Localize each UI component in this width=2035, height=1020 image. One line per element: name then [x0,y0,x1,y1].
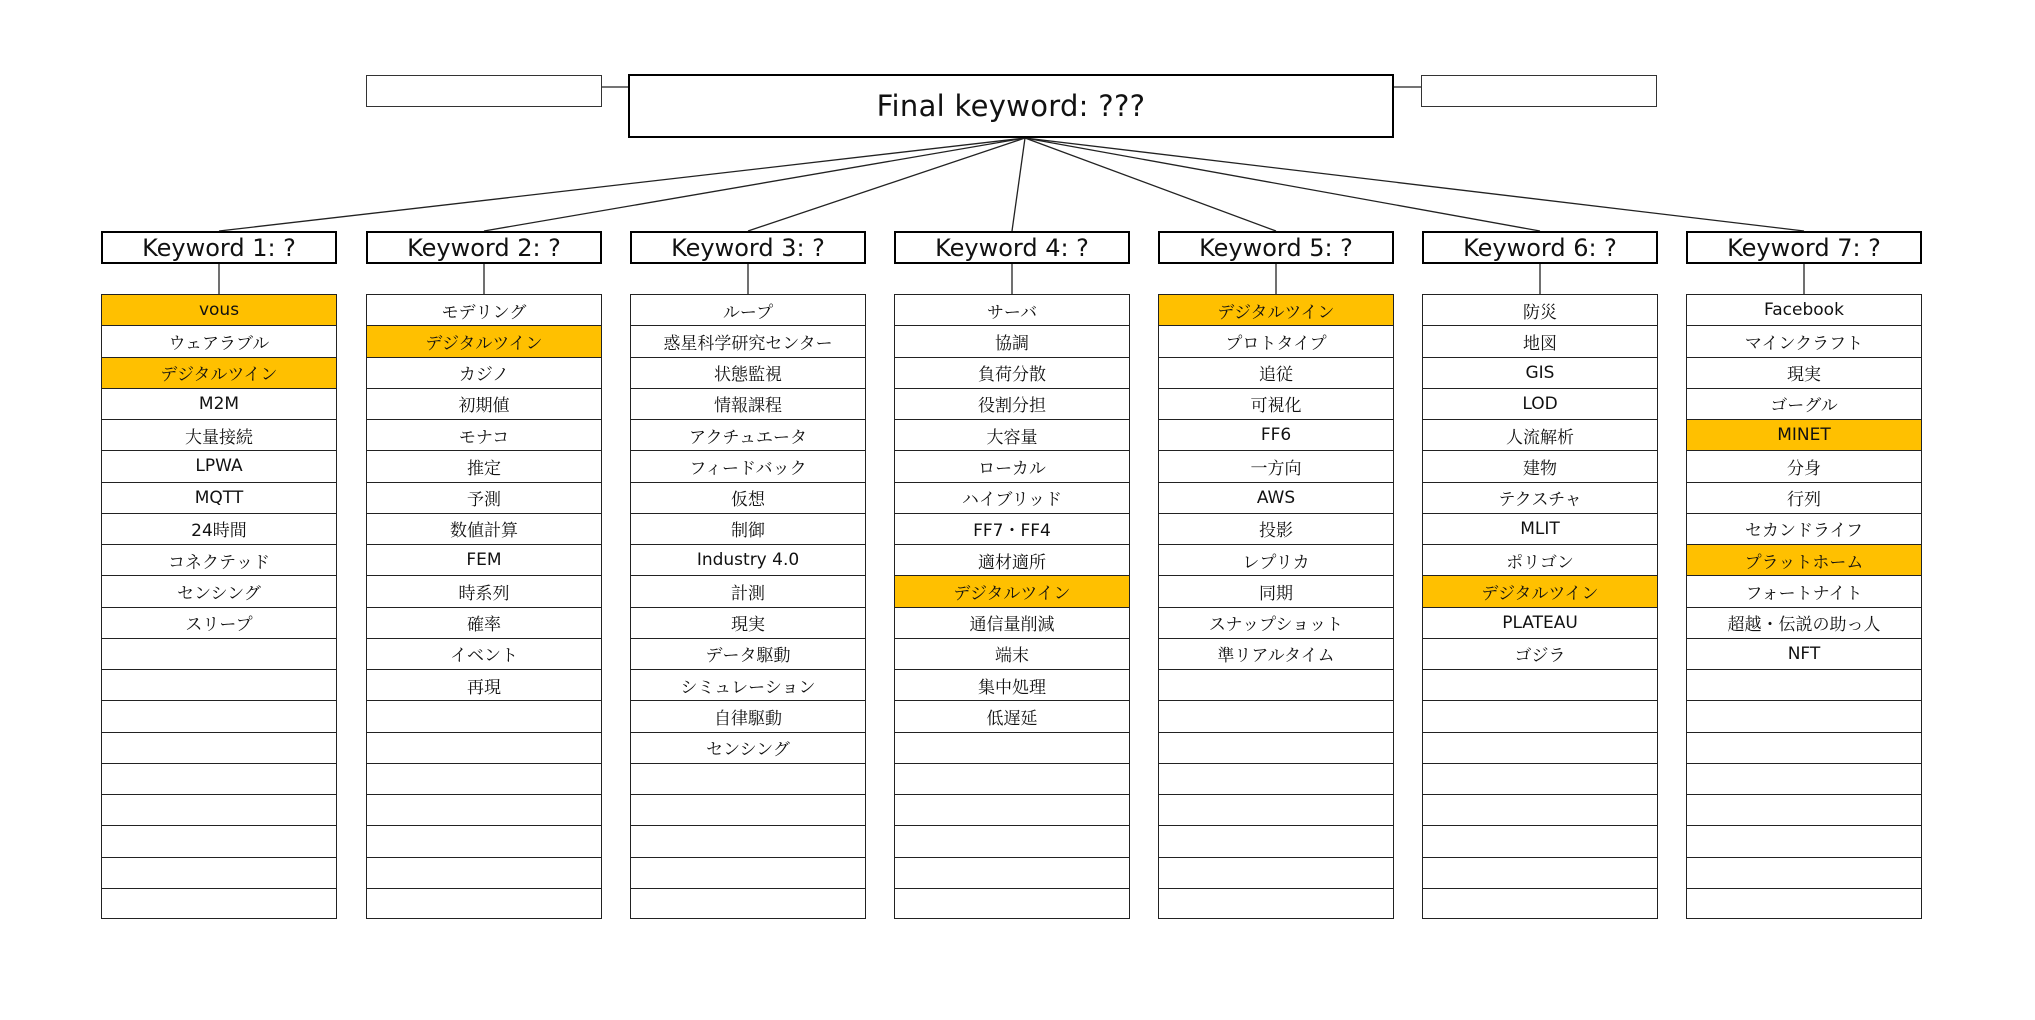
list-item: ゴーグル [1687,389,1921,420]
list-item: 超越・伝説の助っ人 [1687,608,1921,639]
keyword-3-title: Keyword 3: ? [671,233,825,262]
empty-list-item [367,764,601,795]
list-item: 地図 [1423,326,1657,357]
empty-list-item [367,889,601,920]
empty-list-item [1687,826,1921,857]
list-item: デジタルツイン [895,576,1129,607]
empty-list-item [367,858,601,889]
list-item: センシング [102,576,336,607]
empty-list-item [367,826,601,857]
list-item: 防災 [1423,295,1657,326]
list-item: 再現 [367,670,601,701]
empty-list-item [631,795,865,826]
keyword-6-header [1422,231,1658,264]
list-item: 行列 [1687,483,1921,514]
list-item: セカンドライフ [1687,514,1921,545]
list-item: デジタルツイン [367,326,601,357]
list-item: 予測 [367,483,601,514]
list-item: 端末 [895,639,1129,670]
side-box-right [1421,75,1657,107]
list-item: 自律駆動 [631,701,865,732]
list-item: 低遅延 [895,701,1129,732]
list-item: デジタルツイン [1159,295,1393,326]
empty-list-item [102,826,336,857]
keyword-6-title: Keyword 6: ? [1463,233,1617,262]
empty-list-item [1687,795,1921,826]
empty-list-item [1687,764,1921,795]
list-item: センシング [631,733,865,764]
list-item: テクスチャ [1423,483,1657,514]
empty-list-item [1423,889,1657,920]
list-item: NFT [1687,639,1921,670]
empty-list-item [895,889,1129,920]
empty-list-item [631,826,865,857]
final-keyword-box [628,74,1394,138]
keyword-3-header [630,231,866,264]
empty-list-item [1423,733,1657,764]
list-item: アクチュエータ [631,420,865,451]
empty-list-item [631,889,865,920]
list-item: 大量接続 [102,420,336,451]
keyword-1-header [101,231,337,264]
empty-list-item [1159,733,1393,764]
list-item: プロトタイプ [1159,326,1393,357]
keyword-1-title: Keyword 1: ? [142,233,296,262]
list-item: MINET [1687,420,1921,451]
list-item: 可視化 [1159,389,1393,420]
empty-list-item [1687,670,1921,701]
list-item: 現実 [631,608,865,639]
connector-line [484,138,1025,231]
list-item: 負荷分散 [895,358,1129,389]
empty-list-item [1423,670,1657,701]
list-item: 通信量削減 [895,608,1129,639]
connector-line [748,138,1025,231]
list-item: モナコ [367,420,601,451]
connector-line [219,138,1025,231]
list-item: AWS [1159,483,1393,514]
list-item: レプリカ [1159,545,1393,576]
empty-list-item [1159,858,1393,889]
keyword-2-list [366,294,602,919]
list-item: Facebook [1687,295,1921,326]
list-item: データ駆動 [631,639,865,670]
keyword-2-title: Keyword 2: ? [407,233,561,262]
empty-list-item [631,858,865,889]
list-item: シミュレーション [631,670,865,701]
list-item: サーバ [895,295,1129,326]
list-item: 役割分担 [895,389,1129,420]
empty-list-item [1687,889,1921,920]
empty-list-item [367,733,601,764]
keyword-5-title: Keyword 5: ? [1199,233,1353,262]
list-item: FEM [367,545,601,576]
list-item: 同期 [1159,576,1393,607]
empty-list-item [367,701,601,732]
list-item: MLIT [1423,514,1657,545]
list-item: スリープ [102,608,336,639]
empty-list-item [1423,701,1657,732]
list-item: イベント [367,639,601,670]
empty-list-item [1423,826,1657,857]
keyword-2-header [366,231,602,264]
empty-list-item [895,858,1129,889]
keyword-5-list [1158,294,1394,919]
list-item: FF6 [1159,420,1393,451]
list-item: 制御 [631,514,865,545]
list-item: 大容量 [895,420,1129,451]
keyword-5-header [1158,231,1394,264]
list-item: LOD [1423,389,1657,420]
list-item: 仮想 [631,483,865,514]
list-item: ポリゴン [1423,545,1657,576]
final-keyword-label: Final keyword: ??? [876,89,1146,123]
keyword-7-list [1686,294,1922,919]
empty-list-item [1159,795,1393,826]
list-item: 協調 [895,326,1129,357]
list-item: 24時間 [102,514,336,545]
list-item: 現実 [1687,358,1921,389]
list-item: vous [102,295,336,326]
empty-list-item [895,733,1129,764]
list-item: 時系列 [367,576,601,607]
keyword-1-list [101,294,337,919]
empty-list-item [631,764,865,795]
list-item: ウェアラブル [102,326,336,357]
side-box-left [366,75,602,107]
empty-list-item [895,826,1129,857]
empty-list-item [102,795,336,826]
connector-line [1025,138,1276,231]
keyword-4-list [894,294,1130,919]
list-item: 計測 [631,576,865,607]
list-item: カジノ [367,358,601,389]
empty-list-item [895,795,1129,826]
empty-list-item [102,670,336,701]
list-item: 準リアルタイム [1159,639,1393,670]
list-item: 情報課程 [631,389,865,420]
empty-list-item [1423,795,1657,826]
list-item: PLATEAU [1423,608,1657,639]
empty-list-item [1159,889,1393,920]
empty-list-item [1159,701,1393,732]
list-item: 建物 [1423,451,1657,482]
empty-list-item [1687,733,1921,764]
list-item: プラットホーム [1687,545,1921,576]
list-item: 数値計算 [367,514,601,545]
list-item: 集中処理 [895,670,1129,701]
list-item: 一方向 [1159,451,1393,482]
empty-list-item [102,889,336,920]
connector-line [1012,138,1025,231]
list-item: Industry 4.0 [631,545,865,576]
keyword-4-header [894,231,1130,264]
list-item: 状態監視 [631,358,865,389]
list-item: M2M [102,389,336,420]
list-item: デジタルツイン [1423,576,1657,607]
list-item: マインクラフト [1687,326,1921,357]
keyword-3-list [630,294,866,919]
keyword-7-title: Keyword 7: ? [1727,233,1881,262]
list-item: 推定 [367,451,601,482]
empty-list-item [1159,826,1393,857]
list-item: ループ [631,295,865,326]
empty-list-item [102,764,336,795]
connector-line [1025,138,1540,231]
list-item: 追従 [1159,358,1393,389]
empty-list-item [1159,670,1393,701]
list-item: 確率 [367,608,601,639]
empty-list-item [1687,701,1921,732]
empty-list-item [102,733,336,764]
list-item: GIS [1423,358,1657,389]
list-item: 惑星科学研究センター [631,326,865,357]
list-item: 適材適所 [895,545,1129,576]
list-item: 初期値 [367,389,601,420]
list-item: 人流解析 [1423,420,1657,451]
keyword-6-list [1422,294,1658,919]
list-item: フィードバック [631,451,865,482]
list-item: モデリング [367,295,601,326]
empty-list-item [367,795,601,826]
list-item: フォートナイト [1687,576,1921,607]
empty-list-item [102,639,336,670]
keyword-4-title: Keyword 4: ? [935,233,1089,262]
list-item: ハイブリッド [895,483,1129,514]
empty-list-item [1423,858,1657,889]
list-item: MQTT [102,483,336,514]
list-item: スナップショット [1159,608,1393,639]
empty-list-item [102,701,336,732]
empty-list-item [102,858,336,889]
connector-line [1025,138,1804,231]
empty-list-item [1423,764,1657,795]
list-item: デジタルツイン [102,358,336,389]
list-item: 投影 [1159,514,1393,545]
list-item: LPWA [102,451,336,482]
list-item: コネクテッド [102,545,336,576]
keyword-7-header [1686,231,1922,264]
empty-list-item [895,764,1129,795]
list-item: FF7・FF4 [895,514,1129,545]
empty-list-item [1159,764,1393,795]
list-item: ローカル [895,451,1129,482]
list-item: 分身 [1687,451,1921,482]
list-item: ゴジラ [1423,639,1657,670]
empty-list-item [1687,858,1921,889]
